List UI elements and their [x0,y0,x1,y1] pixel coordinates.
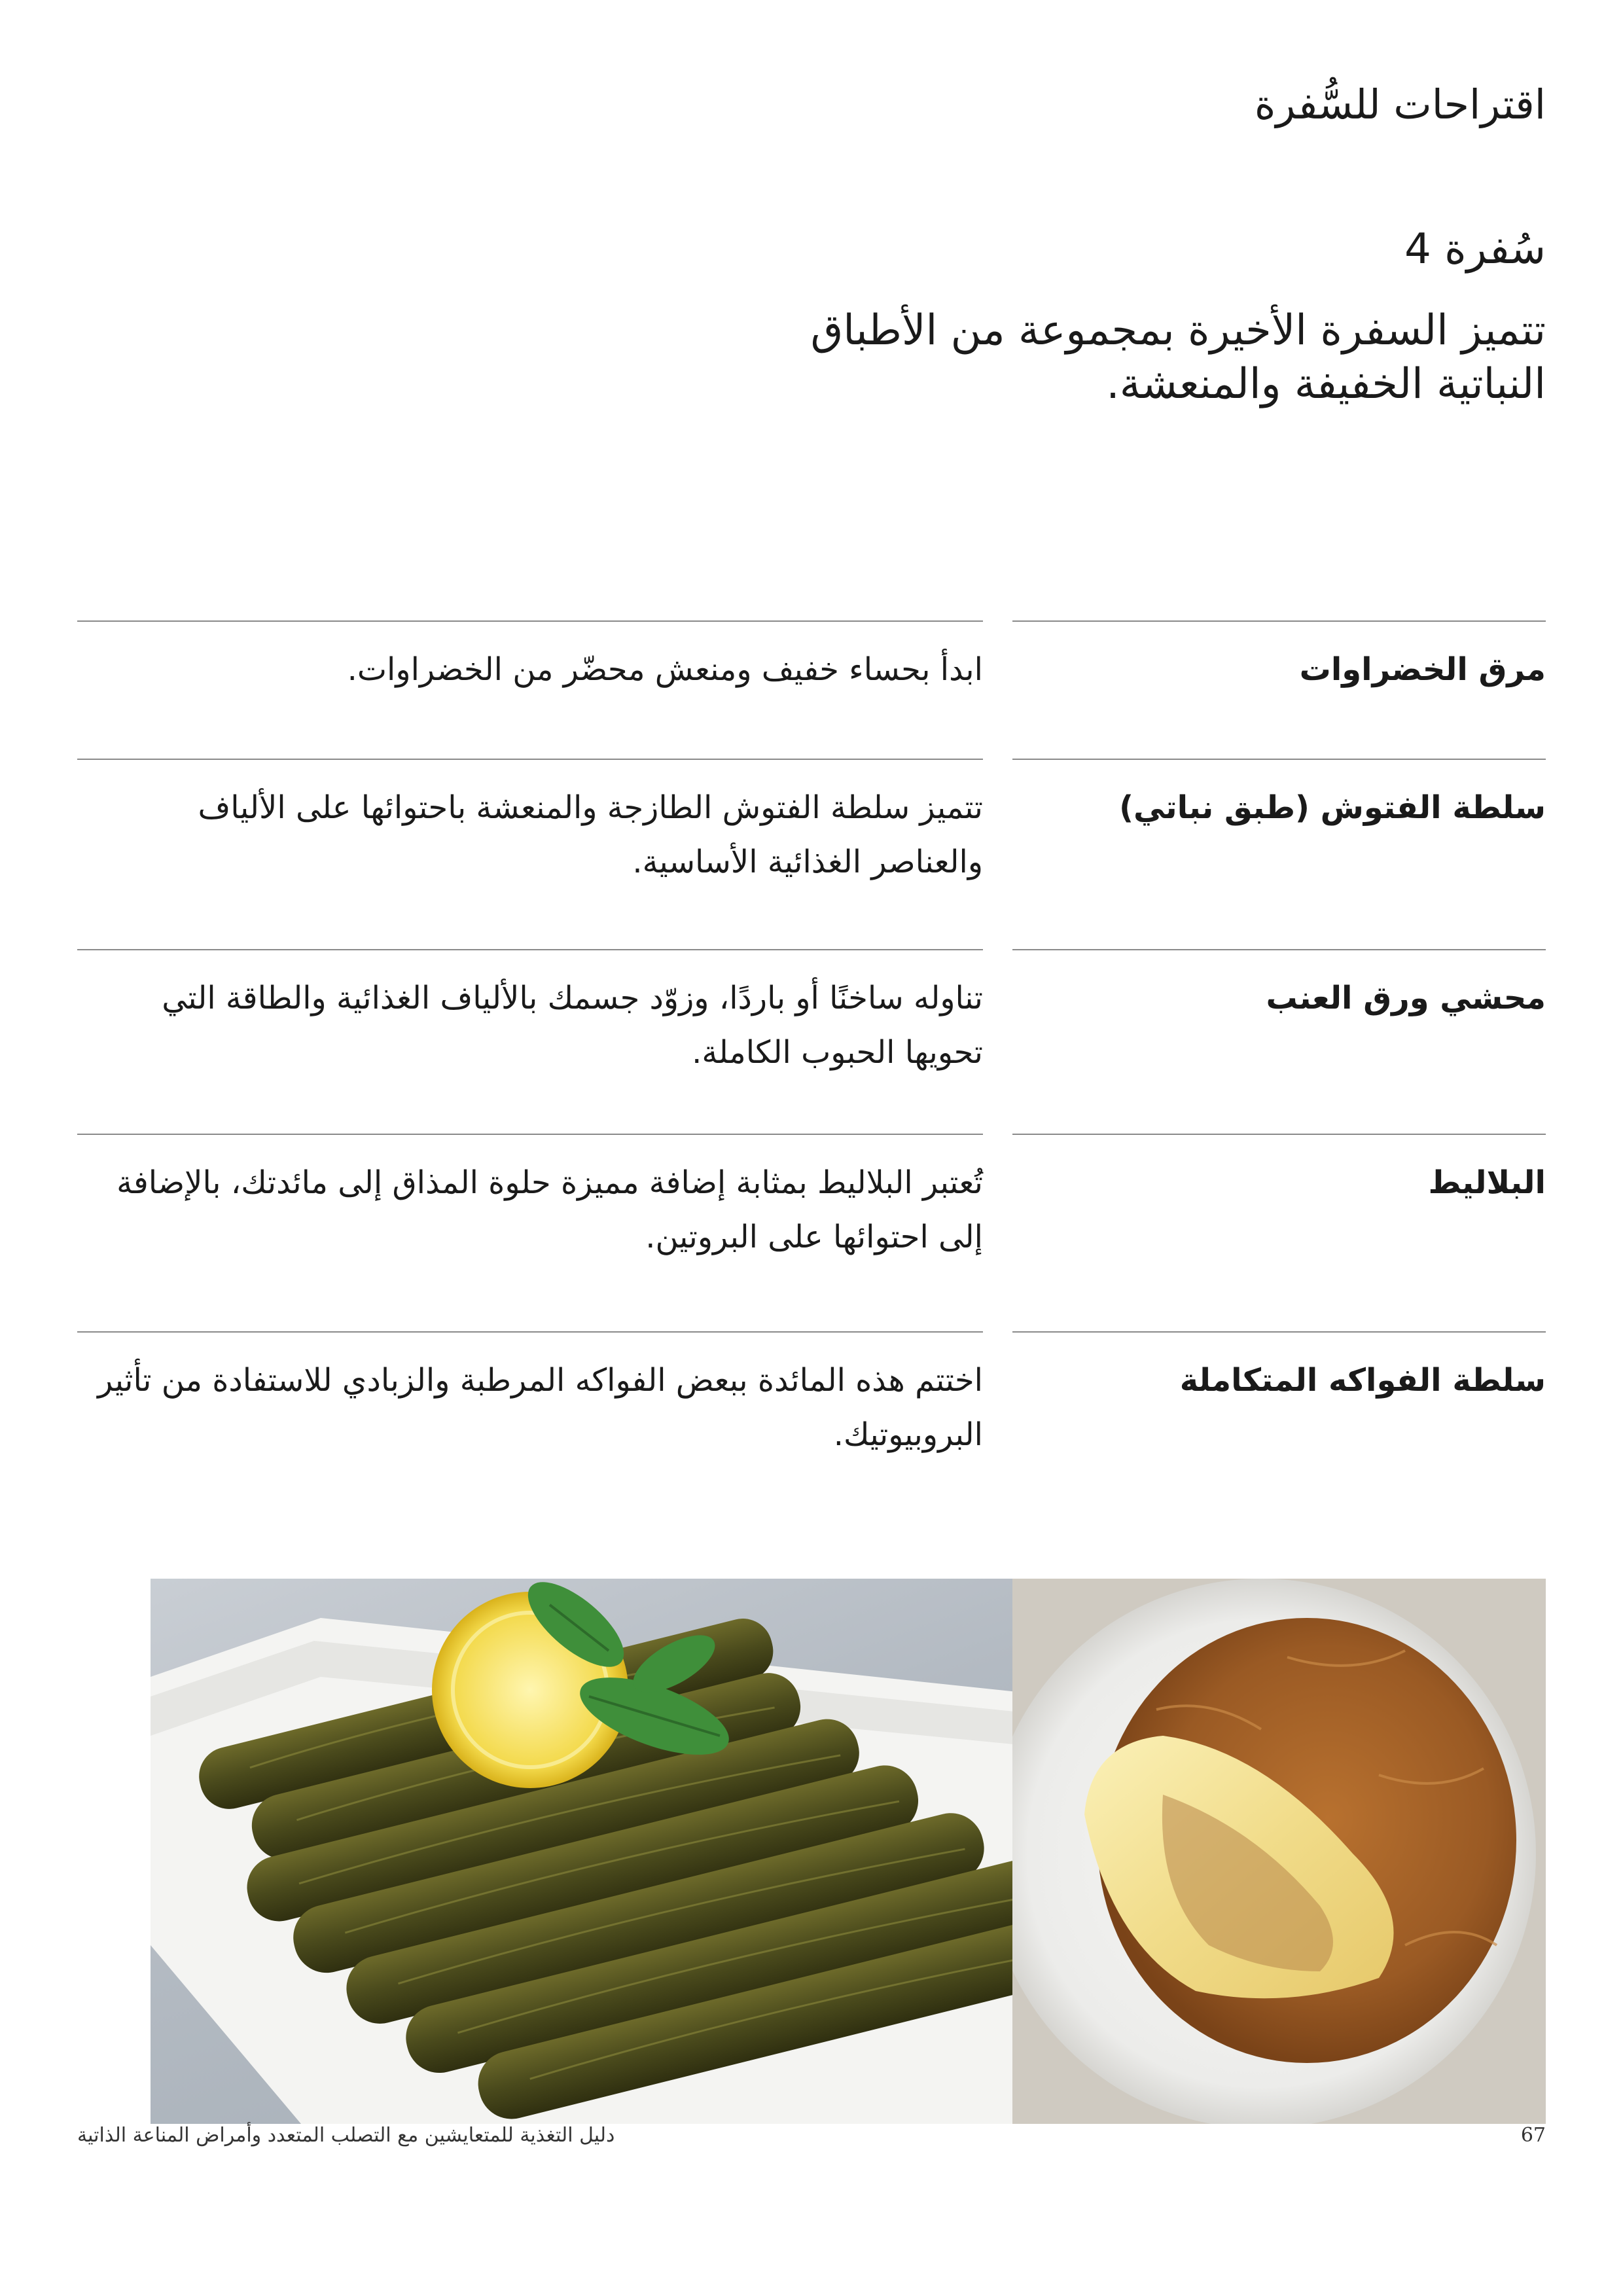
dish-description: تُعتبر البلاليط بمثابة إضافة مميزة حلوة المذاق إلى مائدتك، بالإضافة إلى احتوائها على البروتين. [77,1134,983,1264]
meal-intro: تتميز السفرة الأخيرة بمجموعة من الأطباق النباتية الخفيفة والمنعشة. [810,306,1546,408]
stuffed-grape-leaves-illustration [151,1579,1060,2124]
dish-description: ابدأ بحساء خفيف ومنعش محضّر من الخضراوات. [77,620,983,697]
balaleet-photo [1012,1579,1546,2124]
dish-description: اختتم هذه المائدة ببعض الفواكه المرطبة والزبادي للاستفادة من تأثير البروبيوتيك. [77,1331,983,1462]
dish-description: تتميز سلطة الفتوش الطازجة والمنعشة باحتوائها على الألياف والعناصر الغذائية الأساسية. [77,759,983,889]
dish-name: البلاليط [1012,1134,1546,1203]
stuffed-grape-leaves-photo [151,1579,1060,2124]
meal-number: سُفرة 4 [1404,225,1546,274]
dish-name: مرق الخضراوات [1012,620,1546,690]
dish-name: سلطة الفتوش (طبق نباتي) [1012,759,1546,828]
dish-name: سلطة الفواكه المتكاملة [1012,1331,1546,1401]
page-number: 67 [1520,2124,1546,2147]
dish-name: محشي ورق العنب [1012,949,1546,1018]
footer-title: دليل التغذية للمتعايشين مع التصلب المتعدد وأمراض المناعة الذاتية [77,2124,615,2147]
balaleet-illustration [1012,1579,1546,2124]
page-title: اقتراحات للسُّفرة [1254,81,1546,128]
dish-description: تناوله ساخنًا أو باردًا، وزوّد جسمك بالألياف الغذائية والطاقة التي تحويها الحبوب الكاملة. [77,949,983,1079]
